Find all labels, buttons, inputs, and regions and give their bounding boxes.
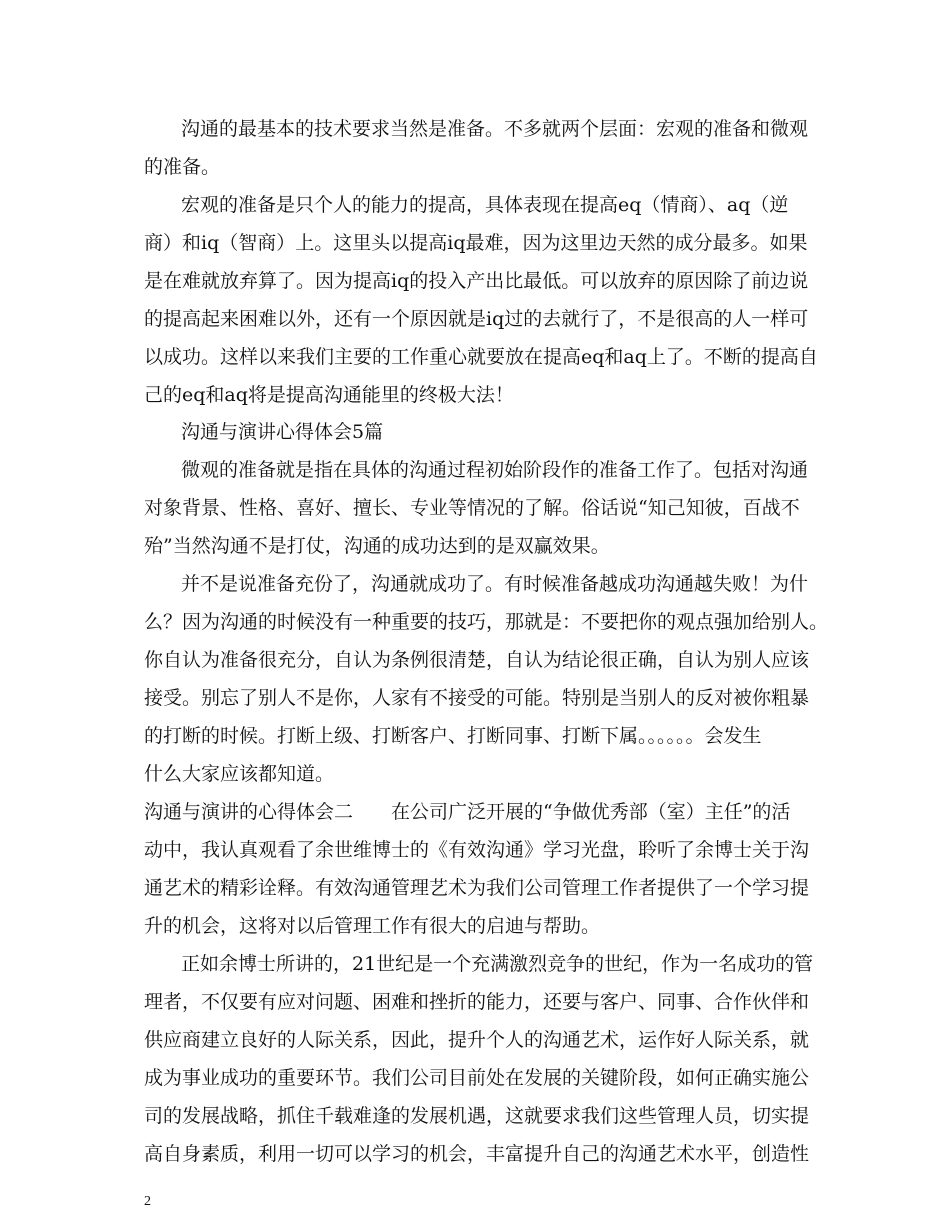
text-line: 以成功。这样以来我们主要的工作重心就要放在提高eq和aq上了。不断的提高自 [144,346,818,368]
text-line: 是在难就放弃算了。因为提高iq的投入产出比最低。可以放弃的原因除了前边说 [144,270,809,292]
text-line: 微观的准备就是指在具体的沟通过程初始阶段作的准备工作了。包括对沟通 [181,459,809,481]
text-line: 你自认为准备很充分，自认为条例很清楚，自认为结论很正确，自认为别人应该 [144,649,810,671]
text-line: 动中，我认真观看了余世维博士的《有效沟通》学习光盘，聆听了余博士关于沟 [144,839,810,861]
text-line: 殆”当然沟通不是打仗，沟通的成功达到的是双赢效果。 [144,535,610,557]
text-line: 并不是说准备充份了，沟通就成功了。有时候准备越成功沟通越失败！为什 [181,573,809,595]
text-line: 通艺术的精彩诠释。有效沟通管理艺术为我们公司管理工作者提供了一个学习提 [144,877,810,899]
text-line: 成为事业成功的重要环节。我们公司目前处在发展的关键阶段，如何正确实施公 [144,1067,810,1089]
text-line: 己的eq和aq将是提高沟通能里的终极大法！ [144,384,514,406]
text-line: 理者，不仅要有应对问题、困难和挫折的能力，还要与客户、同事、合作伙伴和 [144,991,810,1013]
text-line: 的提高起来困难以外，还有一个原因就是iq过的去就行了，不是很高的人一样可 [144,308,809,330]
text-line: 司的发展战略，抓住千载难逢的发展机遇，这就要求我们这些管理人员，切实提 [144,1105,810,1127]
text-line: 接受。别忘了别人不是你，人家有不接受的可能。特别是当别人的反对被你粗暴 [144,687,810,709]
text-line: 供应商建立良好的人际关系，因此，提升个人的沟通艺术，运作好人际关系，就 [144,1029,810,1051]
text-line: 沟通与演讲的心得体会二 在公司广泛开展的“争做优秀部（室）主任”的活 [144,801,791,823]
text-line: 沟通的最基本的技术要求当然是准备。不多就两个层面：宏观的准备和微观 [181,118,809,140]
text-line: 高自身素质，利用一切可以学习的机会，丰富提升自己的沟通艺术水平，创造性 [144,1143,810,1165]
text-line: 么？因为沟通的时候没有一种重要的技巧，那就是：不要把你的观点强加给别人。 [144,611,829,633]
page-number: 2 [144,1194,151,1209]
text-line: 的打断的时候。打断上级、打断客户、打断同事、打断下属。。。。。。会发生 [144,725,762,747]
section-heading: 沟通与演讲心得体会5篇 [181,421,384,443]
text-line: 商）和iq（智商）上。这里头以提高iq最难，因为这里边天然的成分最多。如果 [144,232,808,254]
text-line: 对象背景、性格、喜好、擅长、专业等情况的了解。俗话说“知己知彼，百战不 [144,497,800,519]
text-line: 宏观的准备是只个人的能力的提高，具体表现在提高eq（情商）、aq（逆 [181,194,789,216]
text-line: 什么大家应该都知道。 [144,763,335,785]
text-line: 的准备。 [144,156,221,178]
text-line: 正如余博士所讲的，21世纪是一个充满激烈竞争的世纪，作为一名成功的管 [181,953,814,975]
text-line: 升的机会，这将对以后管理工作有很大的启迪与帮助。 [144,915,601,937]
